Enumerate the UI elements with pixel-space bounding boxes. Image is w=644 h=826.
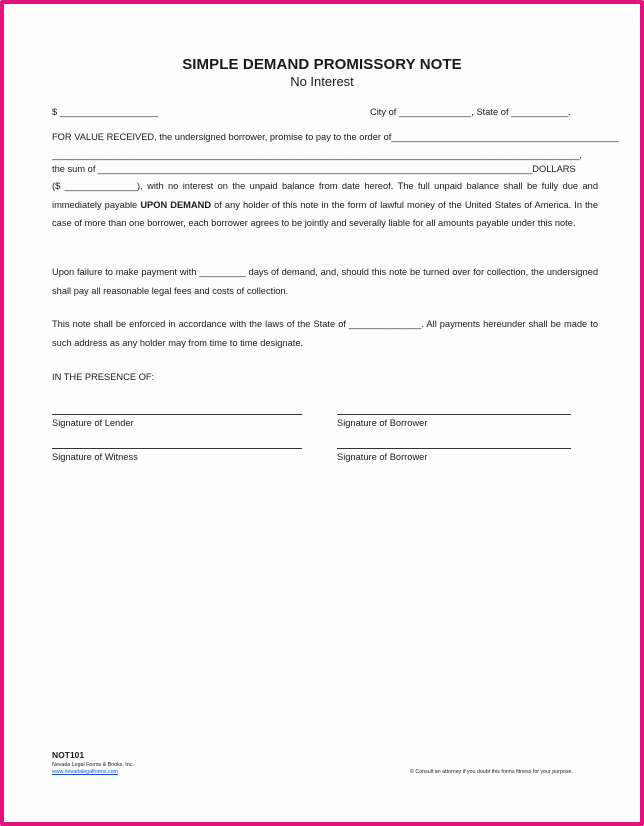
publisher-website-link[interactable]: www.nevadalegalforms.com [52,769,118,775]
terms-text-b: of any holder of this note in the form of lawful money of the United States of America. In the case of more than one borrower, each borrower agrees to be jointly and severally liable for all amounts payable under this note. [52,199,598,229]
terms-text-a: ($ ______________), with no interest on the unpaid balance from date hereof. The full unpaid balance shall be fully due and immediately payable [52,181,598,210]
document-subtitle: No Interest [290,74,354,89]
document-title: SIMPLE DEMAND PROMISSORY NOTE [182,56,462,73]
document-page [10,10,634,816]
amount-field: $ ___________________ [52,107,158,117]
borrower-signature-line-2 [337,448,571,449]
lender-signature-line [52,414,302,415]
witness-signature-line [52,448,302,449]
terms-paragraph [52,177,598,233]
presence-heading: IN THE PRESENCE OF: [52,372,155,382]
form-code: NOT101 [52,750,85,760]
borrower-signature-label-2: Signature of Borrower [337,452,428,462]
upon-demand-text: UPON DEMAND [140,199,212,210]
for-value-line: FOR VALUE RECEIVED, the undersigned borrower, promise to pay to the order of____________________________________________ [52,132,619,142]
disclaimer-text: © Consult an attorney if you doubt this forms fitness for your purpose. [410,769,573,775]
borrower-signature-line-1 [337,414,571,415]
witness-signature-label: Signature of Witness [52,452,138,462]
governing-law-paragraph: This note shall be enforced in accordance with the laws of the State of ______________. All payments hereunder shall be made to such address as any holder may from time to time designate. [52,319,598,348]
borrower-signature-label-1: Signature of Borrower [337,418,428,428]
payee-blank-line: ______________________________________________________________________________________________________, [52,150,582,160]
publisher-name: Nevada Legal Forms & Books, Inc. [52,762,134,768]
sum-line: the sum of ____________________________________________________________________________________DOLLARS [52,164,576,174]
city-state-field: City of ______________, State of ___________. [370,107,571,117]
lender-signature-label: Signature of Lender [52,418,134,428]
collection-paragraph: Upon failure to make payment with _________ days of demand, and, should this note be turned over for collection, the undersigned shall pay all reasonable legal fees and costs of collection. [52,267,598,296]
